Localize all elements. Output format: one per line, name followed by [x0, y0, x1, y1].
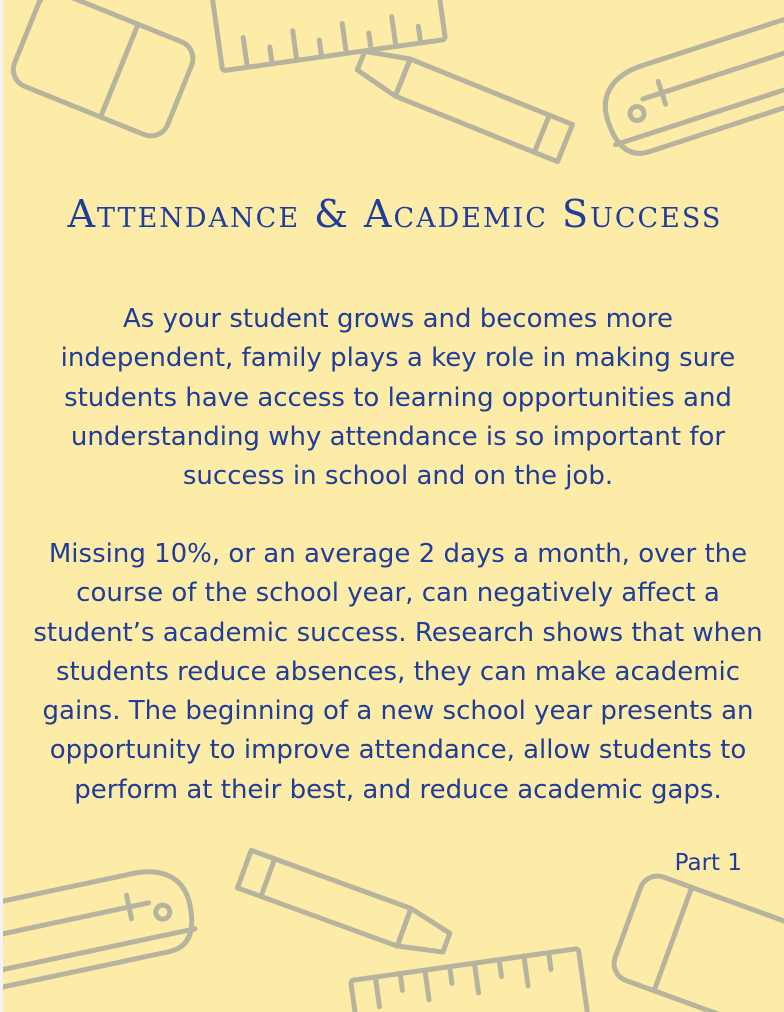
school-supplies-decoration: [3, 0, 784, 1012]
ruler-icon: [351, 949, 589, 1012]
stapler-icon: [3, 863, 199, 989]
pencil-icon: [354, 42, 573, 162]
stapler-icon: [595, 19, 784, 161]
intro-paragraph: As your student grows and becomes more independent, family plays a key role in making sure students have access to learning opportunities and understanding why attendance is so important for success in school and on the job.: [60, 304, 736, 492]
eraser-icon: [609, 871, 784, 1012]
pencil-icon: [237, 850, 453, 961]
attendance-paragraph: Missing 10%, or an average 2 days a month, over the course of the school year, can negatively affect a student’s academic success. Research shows that when students reduce absences, they can make academic gains. The beginning of a new school year presents an opportunity to improve attendance, allow students to perform at their best, and reduce academic gaps.: [33, 539, 763, 805]
part-label: Part 1: [674, 850, 742, 876]
eraser-icon: [8, 0, 198, 141]
page-title: Attendance & Academic Success: [67, 192, 723, 236]
